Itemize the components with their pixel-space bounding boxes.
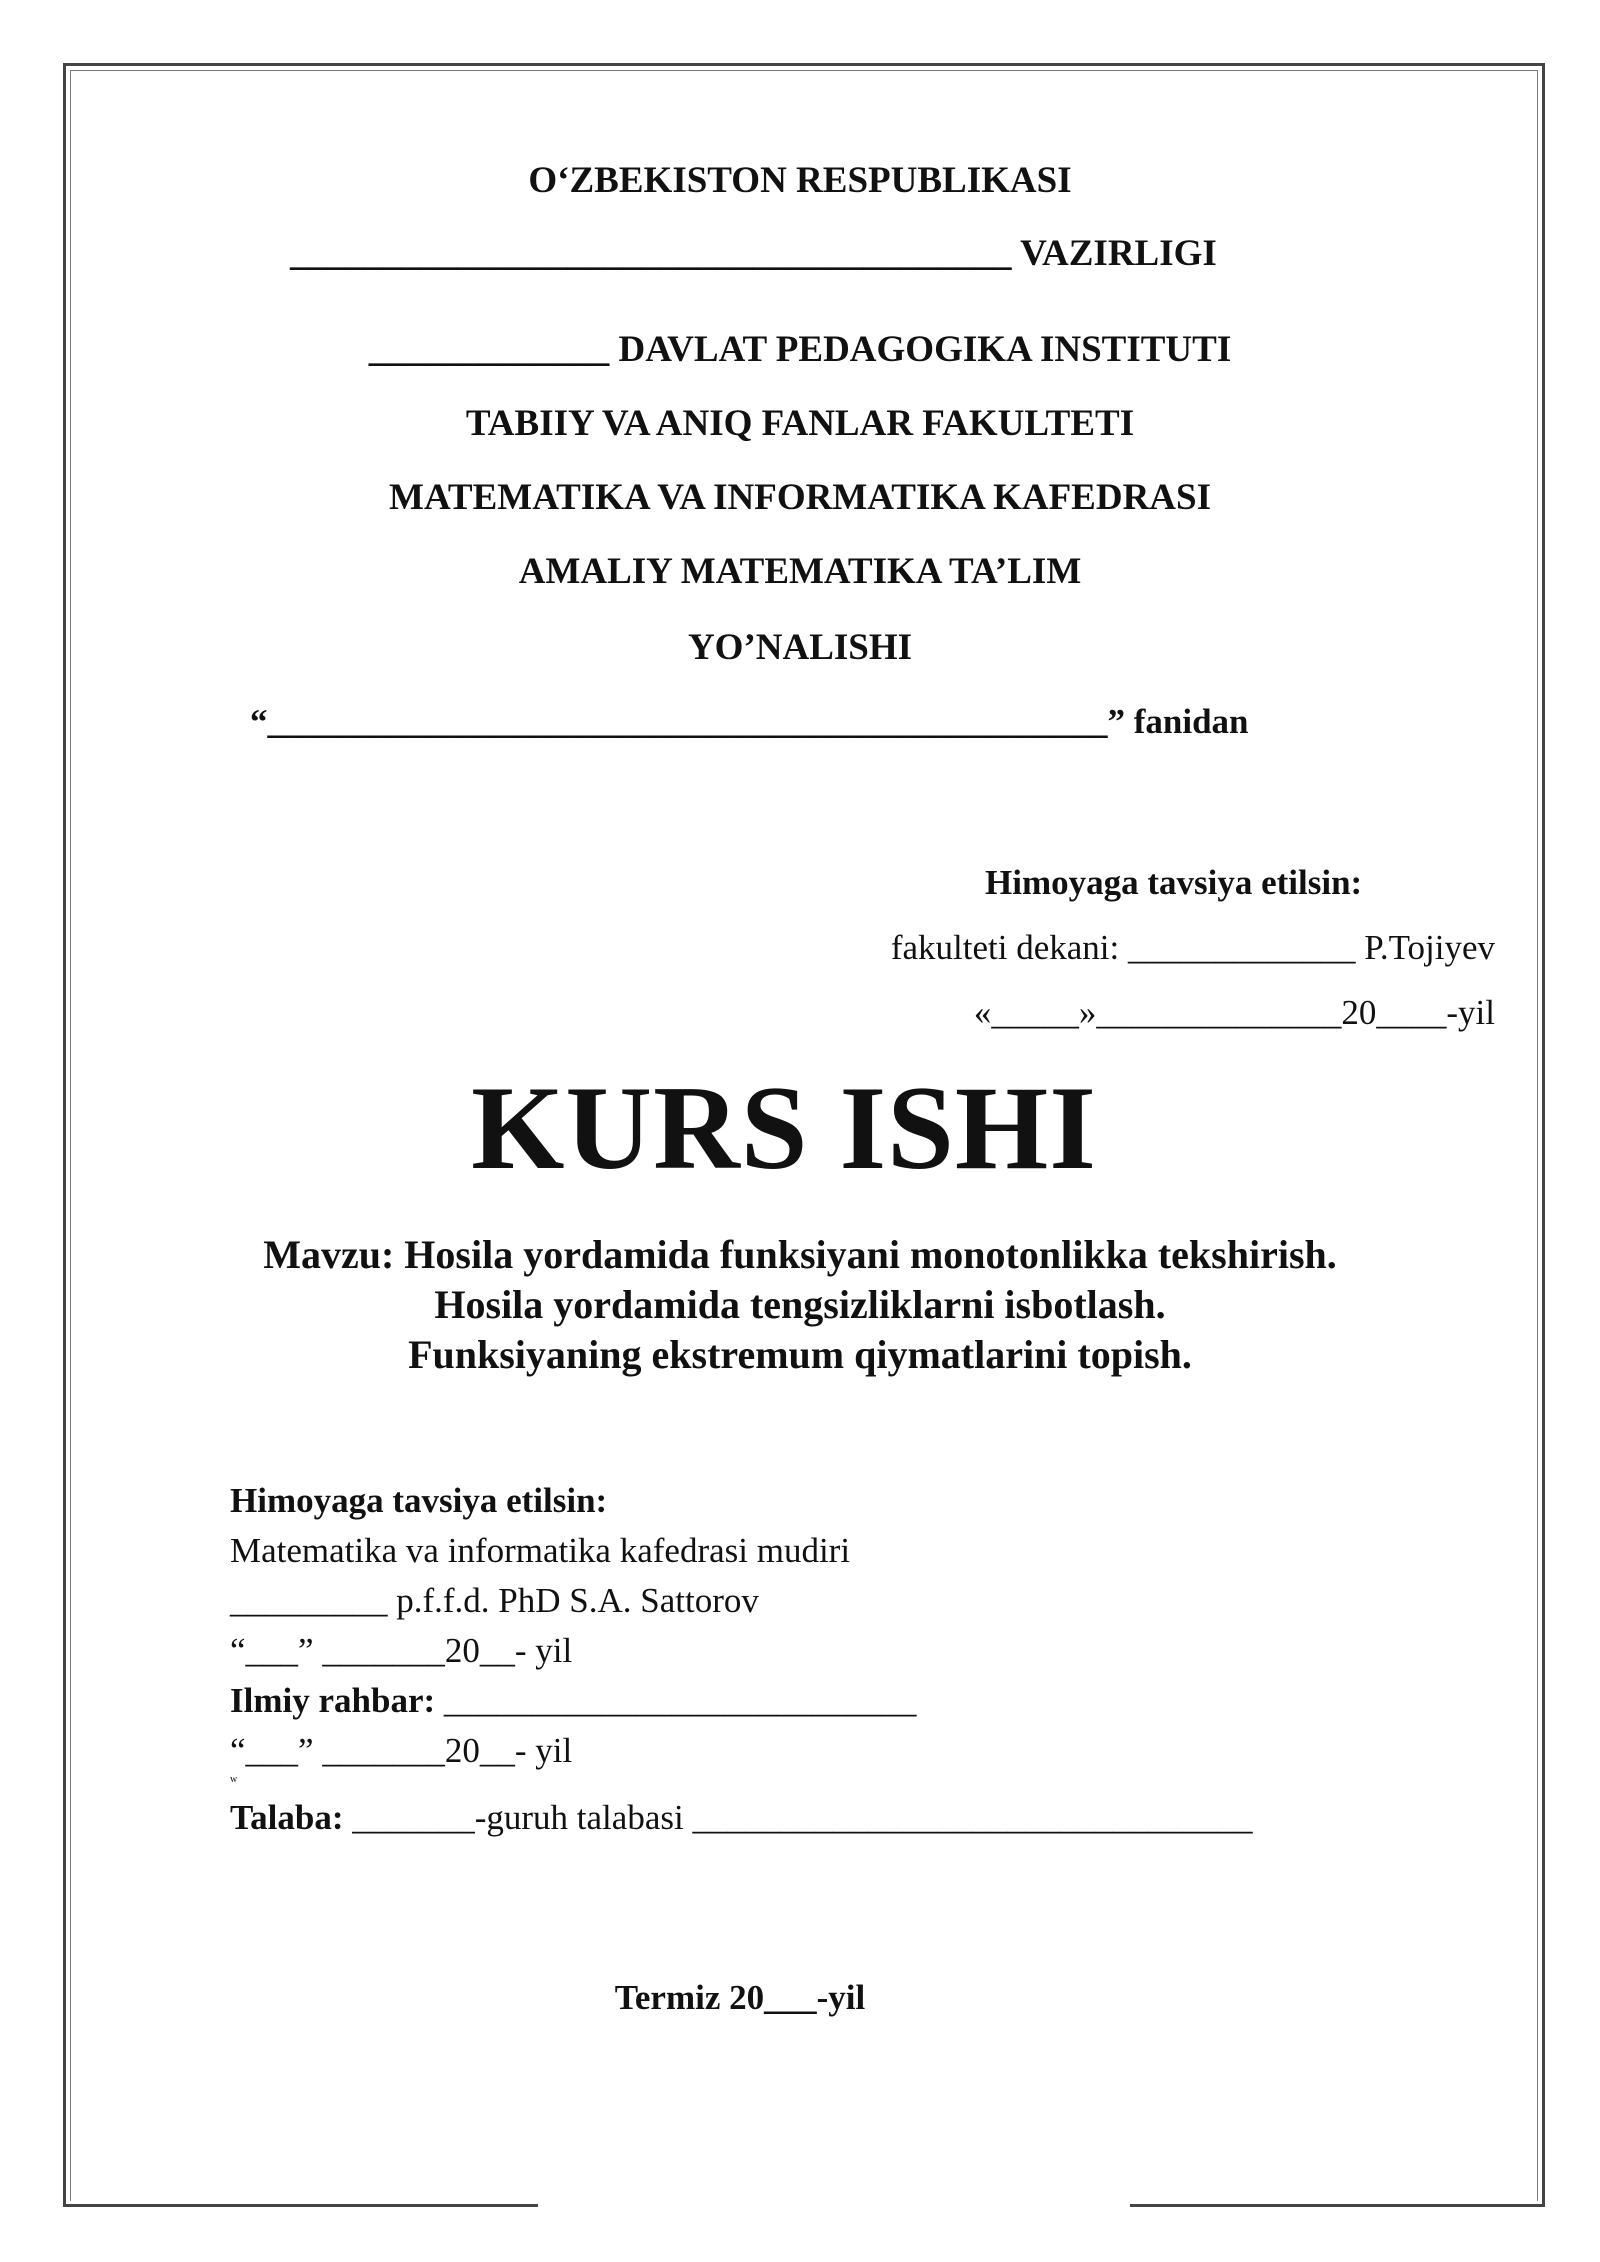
subject-line: “________________________________________________” fanidan [250,702,1249,741]
supervisor-line [230,1683,916,1718]
direction-line-1: AMALIY MATEMATIKA TA’LIM [518,551,1082,592]
supervisor-label: Ilmiy rahbar: [230,1681,436,1720]
department-head-date: “___” _______20__- yil [230,1631,573,1670]
document-title: KURS ISHI [471,1061,1097,1194]
department-head-signature: _________ p.f.f.d. PhD S.A. Sattorov [230,1581,759,1620]
topic-line-3: Funksiyaning ekstremum qiymatlarini topish. [408,1332,1192,1377]
department-head-title: Matematika va informatika kafedrasi mudiri [230,1531,851,1570]
institute-line: _____________ DAVLAT PEDAGOGIKA INSTITUTI [368,329,1232,370]
department-approval-heading: Himoyaga tavsiya etilsin: [230,1481,608,1520]
department-line: MATEMATIKA VA INFORMATIKA KAFEDRASI [389,477,1211,518]
republic-title: O‘ZBEKISTON RESPUBLIKASI [528,160,1072,201]
stray-mark: w [230,1774,238,1785]
topic-line-2: Hosila yordamida tengsizliklarni isbotlash. [434,1282,1166,1327]
dean-signature-line: fakulteti dekani: _____________ P.Tojiyev [890,928,1495,967]
dean-date-line: «_____»______________20____-yil [973,993,1495,1032]
page-border-gap [538,2195,1130,2215]
supervisor-date: “___” _______20__- yil [230,1731,573,1770]
dean-approval-heading: Himoyaga tavsiya etilsin: [985,863,1363,902]
supervisor-blank: ___________________________ [435,1681,917,1720]
ministry-line: _______________________________________ VAZIRLIGI [290,233,1217,274]
student-line [230,1800,1252,1835]
student-label: Talaba: [230,1798,344,1837]
topic-line-1: Mavzu: Hosila yordamida funksiyani monotonlikka tekshirish. [263,1232,1337,1277]
direction-line-2: YO’NALISHI [687,627,913,668]
student-blank: _______-guruh talabasi ________________________________ [343,1798,1253,1837]
city-year: Termiz 20___-yil [614,1978,866,2017]
faculty-line: TABIIY VA ANIQ FANLAR FAKULTETI [465,403,1135,444]
